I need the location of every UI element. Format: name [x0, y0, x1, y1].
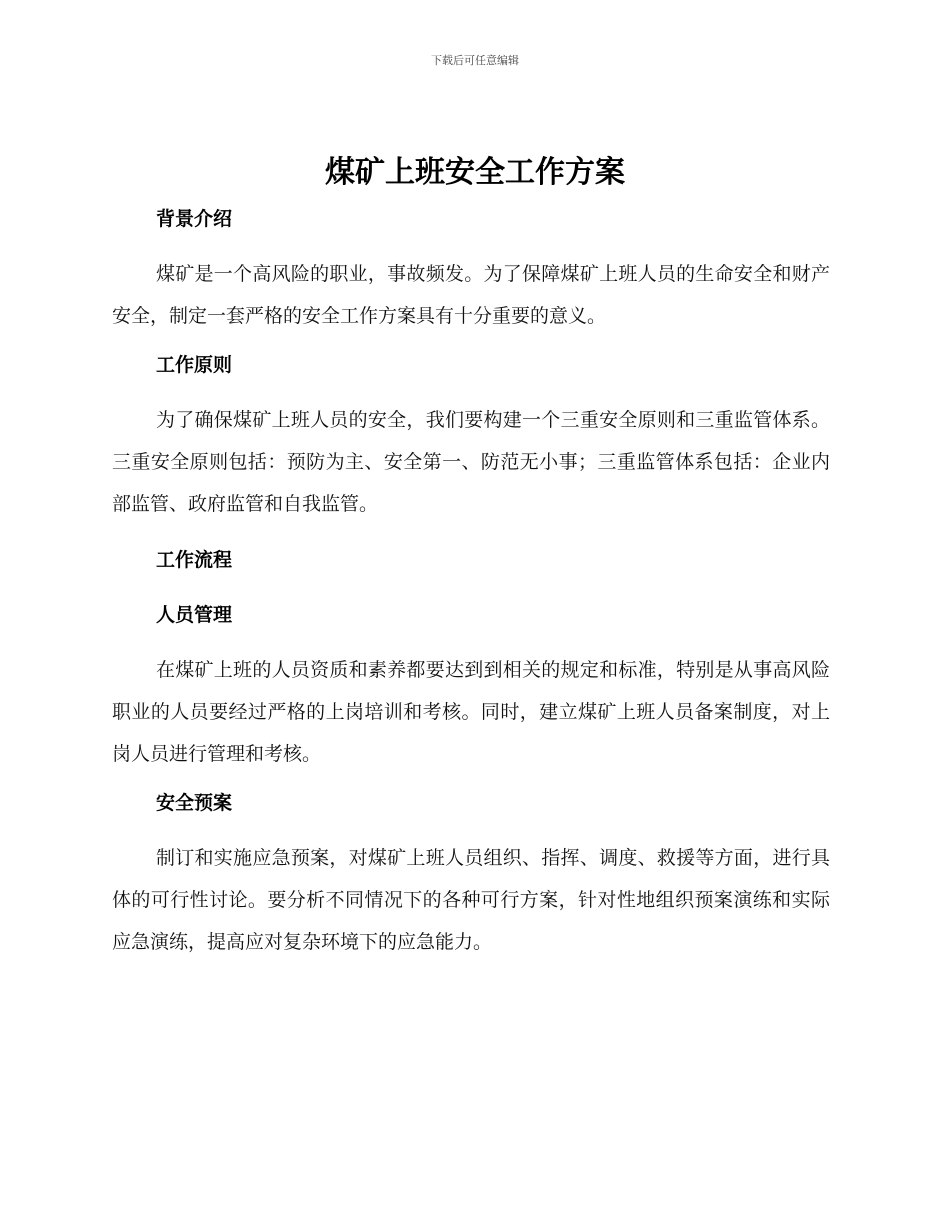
- section-paragraph-principles: 为了确保煤矿上班人员的安全，我们要构建一个三重安全原则和三重监管体系。三重安全原则包括：预防为主、安全第一、防范无小事；三重监管体系包括：企业内部监管、政府监管和自我监管。: [112, 409, 830, 515]
- section-paragraph-background: 煤矿是一个高风险的职业，事故频发。为了保障煤矿上班人员的生命安全和财产安全，制定一套严格的安全工作方案具有十分重要的意义。: [112, 263, 830, 327]
- section-heading-principles: 工作原则: [156, 354, 233, 376]
- page-header-note: 下载后可任意编辑: [431, 54, 519, 67]
- section-heading-personnel: 人员管理: [156, 604, 233, 626]
- section-heading-background: 背景介绍: [156, 208, 233, 230]
- section-heading-emergency-plan: 安全预案: [156, 792, 233, 814]
- document-body: [112, 199, 830, 963]
- section-paragraph-personnel: 在煤矿上班的人员资质和素养都要达到到相关的规定和标准，特别是从事高风险职业的人员要经过严格的上岗培训和考核。同时，建立煤矿上班人员备案制度，对上岗人员进行管理和考核。: [112, 659, 830, 765]
- document-title: 煤矿上班安全工作方案: [325, 155, 625, 190]
- section-paragraph-emergency-plan: 制订和实施应急预案，对煤矿上班人员组织、指挥、调度、救援等方面，进行具体的可行性讨论。要分析不同情况下的各种可行方案，针对性地组织预案演练和实际应急演练，提高应对复杂环境下的应急能力。: [112, 847, 830, 953]
- section-heading-workflow: 工作流程: [156, 549, 233, 571]
